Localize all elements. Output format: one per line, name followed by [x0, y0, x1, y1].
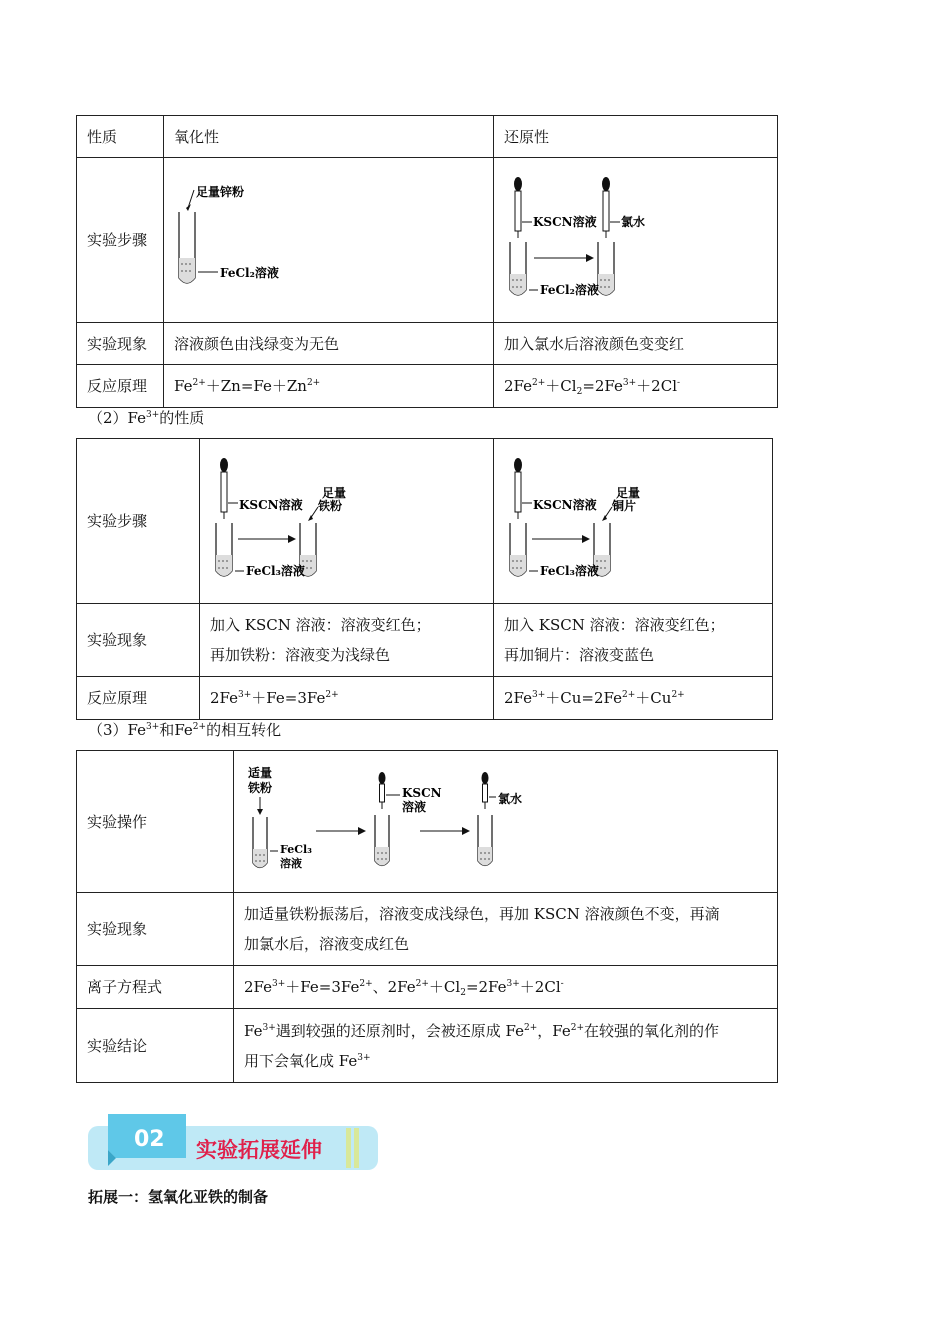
cell-text	[234, 893, 778, 966]
dropper-bulb	[220, 458, 228, 472]
cell-line: 加入 KSCN 溶液：溶液变红色；	[504, 616, 725, 634]
table-fe3-fe2-conversion	[76, 750, 778, 1083]
row-label: 实验结论	[77, 1009, 234, 1083]
figure-label: KSCN溶液	[239, 498, 303, 512]
solution	[216, 555, 232, 576]
row-label: 实验现象	[77, 893, 234, 966]
figure-label: KSCN溶液	[533, 498, 597, 512]
cell-text: 加入氯水后溶液颜色变变红	[494, 323, 778, 365]
cell-line: 再加铜片：溶液变蓝色	[504, 646, 655, 664]
table-row	[77, 966, 778, 1009]
equation-cell: $2Fe^{3+}+Fe=3Fe^{2+}$、$2Fe^{2+}+Cl_2=2Fe^{3+}+2Cl^-$	[234, 966, 778, 1009]
header-cell: 还原性	[494, 116, 778, 158]
table-row	[77, 604, 773, 677]
figure-label: FeCl₃溶液	[540, 564, 599, 578]
table-row	[77, 893, 778, 966]
figure-label: 足量锌粉	[196, 185, 245, 199]
solution	[375, 847, 389, 866]
conversion-procedure-figure	[234, 751, 778, 892]
figure-label: 足量	[322, 486, 347, 500]
text-run: 遇到较强的还原剂时，会被还原成	[275, 1021, 506, 1040]
banner-stripe	[354, 1128, 359, 1168]
row-label: 实验操作	[77, 751, 234, 893]
table-row	[77, 158, 778, 323]
solution	[478, 847, 492, 866]
dropper-tube	[380, 784, 385, 802]
cell-line: 加适量铁粉振荡后，溶液变成浅绿色，再加 KSCN 溶液颜色不变，再滴	[244, 905, 720, 923]
table-row	[77, 677, 773, 720]
text-run: ，	[537, 1021, 553, 1040]
caption-text: 的相互转化	[206, 721, 282, 739]
equation-cell: $2Fe^{2+}+Cl_2=2Fe^{3+}+2Cl^-$	[494, 365, 778, 408]
dropper-bulb	[602, 177, 610, 191]
dropper-tube	[515, 472, 521, 512]
figure-label: FeCl₃溶液	[246, 564, 305, 578]
cell-line: 加入 KSCN 溶液：溶液变红色；	[210, 616, 431, 634]
solution	[253, 849, 267, 868]
process-arrow-head	[288, 535, 296, 543]
table-row	[77, 439, 773, 604]
cell-line: $Fe^{3+}$遇到较强的还原剂时，会被还原成 $Fe^{2+}$，$Fe^{2+}$在较强的氧化剂的作	[244, 1021, 720, 1040]
figure-label: 氯水	[621, 215, 646, 229]
test-tube-kscn-chlorine-figure	[494, 158, 778, 322]
test-tube-kscn-iron-figure	[200, 439, 494, 603]
figure-cell	[494, 439, 773, 604]
cell-text	[234, 1009, 778, 1083]
figure-label: KSCN	[402, 786, 442, 800]
row-label: 实验现象	[77, 323, 164, 365]
process-arrow-head	[586, 254, 594, 262]
figure-label: 溶液	[402, 800, 427, 814]
caption-text: 的性质	[159, 409, 205, 427]
row-label: 实验步骤	[77, 158, 164, 323]
header-cell: 氧化性	[164, 116, 494, 158]
figure-cell	[164, 158, 494, 323]
solution	[510, 555, 526, 576]
figure-label: 氯水	[498, 792, 523, 806]
cell-line: 再加铁粉：溶液变为浅绿色	[210, 646, 391, 664]
table-row	[77, 365, 778, 408]
figure-label: KSCN溶液	[533, 215, 597, 229]
process-arrow-head	[462, 827, 470, 835]
figure-label: 足量	[616, 486, 641, 500]
equation-cell: $2Fe^{3+}+Fe=3Fe^{2+}$	[200, 677, 494, 720]
cell-text	[200, 604, 494, 677]
dropper-bulb	[514, 177, 522, 191]
cell-text	[494, 604, 773, 677]
arrow-head	[257, 809, 263, 815]
section-caption: $(2)Fe^{3+}$的性质	[88, 409, 205, 427]
table-row	[77, 751, 778, 893]
dropper-tube	[483, 784, 488, 802]
cell-line: 用下会氧化成 $Fe^{3+}$	[244, 1051, 371, 1070]
arrow-line	[188, 190, 194, 208]
text-run: 在较强的氧化剂的作	[584, 1021, 720, 1040]
table-row	[77, 116, 778, 158]
dropper-tube	[221, 472, 227, 512]
caption-text: 和	[159, 721, 175, 739]
test-tube-kscn-copper-figure	[494, 439, 773, 603]
solution	[598, 274, 614, 295]
caption-prefix: （3）	[88, 721, 128, 739]
row-label: 实验现象	[77, 604, 200, 677]
process-arrow-head	[358, 827, 366, 835]
text-run: 用下会氧化成	[244, 1051, 339, 1070]
section-title: 实验拓展延伸	[196, 1138, 322, 1162]
figure-cell	[234, 751, 778, 893]
figure-cell	[200, 439, 494, 604]
equation-cell: $2Fe^{3+}+Cu=2Fe^{2+}+Cu^{2+}$	[494, 677, 773, 720]
table-row	[77, 323, 778, 365]
solution	[510, 274, 526, 295]
row-label: 实验步骤	[77, 439, 200, 604]
header-cell: 性质	[77, 116, 164, 158]
figure-cell	[494, 158, 778, 323]
figure-label: 适量	[248, 766, 273, 780]
dropper-bulb	[514, 458, 522, 472]
section-caption: $(3)Fe^{3+}$和$Fe^{2+}$的相互转化	[88, 721, 282, 739]
cell-text: 溶液颜色由浅绿变为无色	[164, 323, 494, 365]
figure-label: FeCl₂溶液	[220, 266, 279, 280]
figure-label: FeCl₃	[280, 843, 312, 856]
test-tube-zinc-figure	[164, 158, 494, 322]
figure-label: 铁粉	[318, 499, 343, 513]
dropper-tube	[603, 191, 609, 231]
process-arrow-head	[582, 535, 590, 543]
table-fe2-properties	[76, 115, 778, 408]
figure-label: 溶液	[280, 857, 302, 870]
row-label: 反应原理	[77, 365, 164, 408]
section-banner	[86, 1110, 386, 1174]
row-label: 反应原理	[77, 677, 200, 720]
section-number: 02	[134, 1127, 165, 1152]
dropper-bulb	[379, 772, 386, 784]
table-row	[77, 1009, 778, 1083]
row-label: 离子方程式	[77, 966, 234, 1009]
figure-label: 铁粉	[248, 781, 273, 795]
figure-label: 铜片	[612, 499, 637, 513]
subsection-title: 拓展一：氢氧化亚铁的制备	[88, 1188, 269, 1206]
dropper-tube	[515, 191, 521, 231]
banner-stripe	[346, 1128, 351, 1168]
caption-prefix: （2）	[88, 409, 128, 427]
table-fe3-properties	[76, 438, 773, 720]
figure-label: FeCl₂溶液	[540, 283, 599, 297]
cell-line: 加氯水后，溶液变成红色	[244, 935, 410, 953]
dropper-bulb	[482, 772, 489, 784]
equation-cell: $Fe^{2+}+Zn=Fe+Zn^{2+}$	[164, 365, 494, 408]
